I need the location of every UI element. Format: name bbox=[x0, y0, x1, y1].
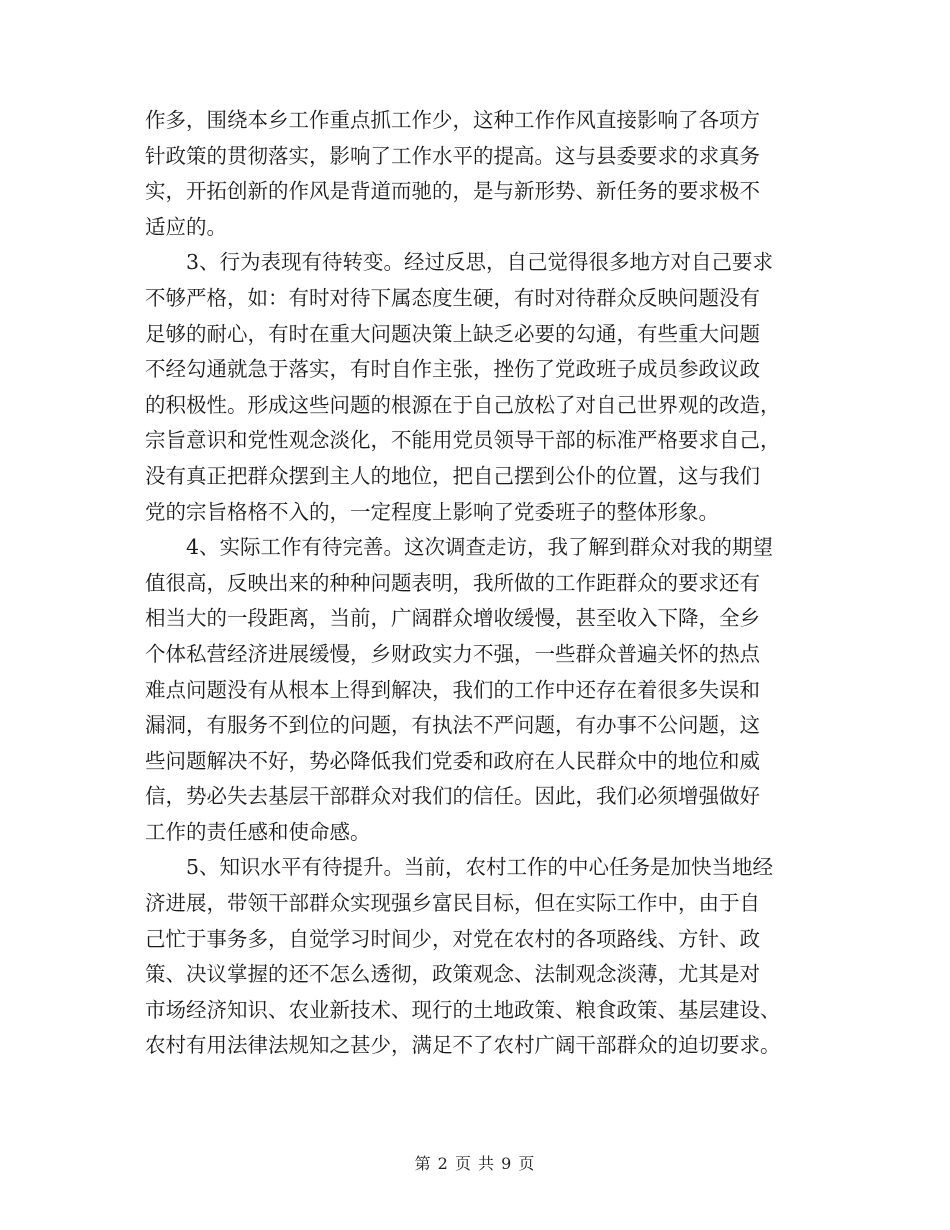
text-line: 漏洞，有服务不到位的问题，有执法不严问题，有办事不公问题，这 bbox=[145, 713, 760, 738]
text-line: 没有真正把群众摆到主人的地位，把自己摆到公仆的位置，这与我们 bbox=[145, 463, 760, 488]
paragraph-work bbox=[145, 530, 805, 850]
paragraph-continued bbox=[145, 103, 805, 245]
text-line: 针政策的贯彻落实，影响了工作水平的提高。这与县委要求的求真务 bbox=[145, 143, 760, 168]
page-footer: 第 2 页 共 9 页 bbox=[414, 1154, 536, 1173]
text-line: 实，开拓创新的作风是背道而驰的，是与新形势、新任务的要求极不 bbox=[145, 179, 760, 204]
text-line: 足够的耐心，有时在重大问题决策上缺乏必要的勾通，有些重大问题 bbox=[145, 321, 760, 346]
text-line: 适应的。 bbox=[145, 214, 227, 239]
text-line: 的积极性。形成这些问题的根源在于自己放松了对自己世界观的改造， bbox=[145, 392, 781, 417]
text-line: 3、行为表现有待转变。经过反思，自己觉得很多地方对自己要求 bbox=[186, 250, 774, 275]
text-line: 宗旨意识和党性观念淡化，不能用党员领导干部的标准严格要求自己， bbox=[145, 428, 781, 453]
text-line: 党的宗旨格格不入的，一定程度上影响了党委班子的整体形象。 bbox=[145, 499, 719, 524]
text-line: 市场经济知识、农业新技术、现行的土地政策、粮食政策、基层建设、 bbox=[145, 997, 781, 1022]
text-line: 济进展，带领干部群众实现强乡富民目标，但在实际工作中，由于自 bbox=[145, 891, 760, 916]
text-line: 农村有用法律法规知之甚少，满足不了农村广阔干部群众的迫切要求。 bbox=[145, 1033, 781, 1058]
text-line: 个体私营经济进展缓慢，乡财政实力不强，一些群众普遍关怀的热点 bbox=[145, 641, 760, 666]
text-line: 策、决议掌握的还不怎么透彻，政策观念、法制观念淡薄，尤其是对 bbox=[145, 962, 760, 987]
text-line: 不经勾通就急于落实，有时自作主张，挫伤了党政班子成员参政议政 bbox=[145, 357, 760, 382]
document-body bbox=[145, 103, 805, 1064]
text-line: 5、知识水平有待提升。当前，农村工作的中心任务是加快当地经 bbox=[186, 855, 774, 880]
text-line: 难点问题没有从根本上得到解决，我们的工作中还存在着很多失误和 bbox=[145, 677, 760, 702]
text-line: 相当大的一段距离，当前，广阔群众增收缓慢，甚至收入下降，全乡 bbox=[145, 606, 760, 631]
paragraph-behavior bbox=[145, 245, 805, 530]
text-line: 工作的责任感和使命感。 bbox=[145, 819, 371, 844]
text-line: 4、实际工作有待完善。这次调查走访，我了解到群众对我的期望 bbox=[186, 535, 774, 560]
text-line: 信，势必失去基层干部群众对我们的信任。因此，我们必须增强做好 bbox=[145, 784, 760, 809]
text-line: 些问题解决不好，势必降低我们党委和政府在人民群众中的地位和威 bbox=[145, 748, 760, 773]
text-line: 值很高，反映出来的种种问题表明，我所做的工作距群众的要求还有 bbox=[145, 570, 760, 595]
paragraph-knowledge bbox=[145, 850, 805, 1064]
text-line: 作多，围绕本乡工作重点抓工作少，这种工作作风直接影响了各项方 bbox=[145, 108, 760, 132]
text-line: 己忙于事务多，自觉学习时间少，对党在农村的各项路线、方针、政 bbox=[145, 926, 760, 951]
text-line: 不够严格，如：有时对待下属态度生硬，有时对待群众反映问题没有 bbox=[145, 285, 760, 310]
